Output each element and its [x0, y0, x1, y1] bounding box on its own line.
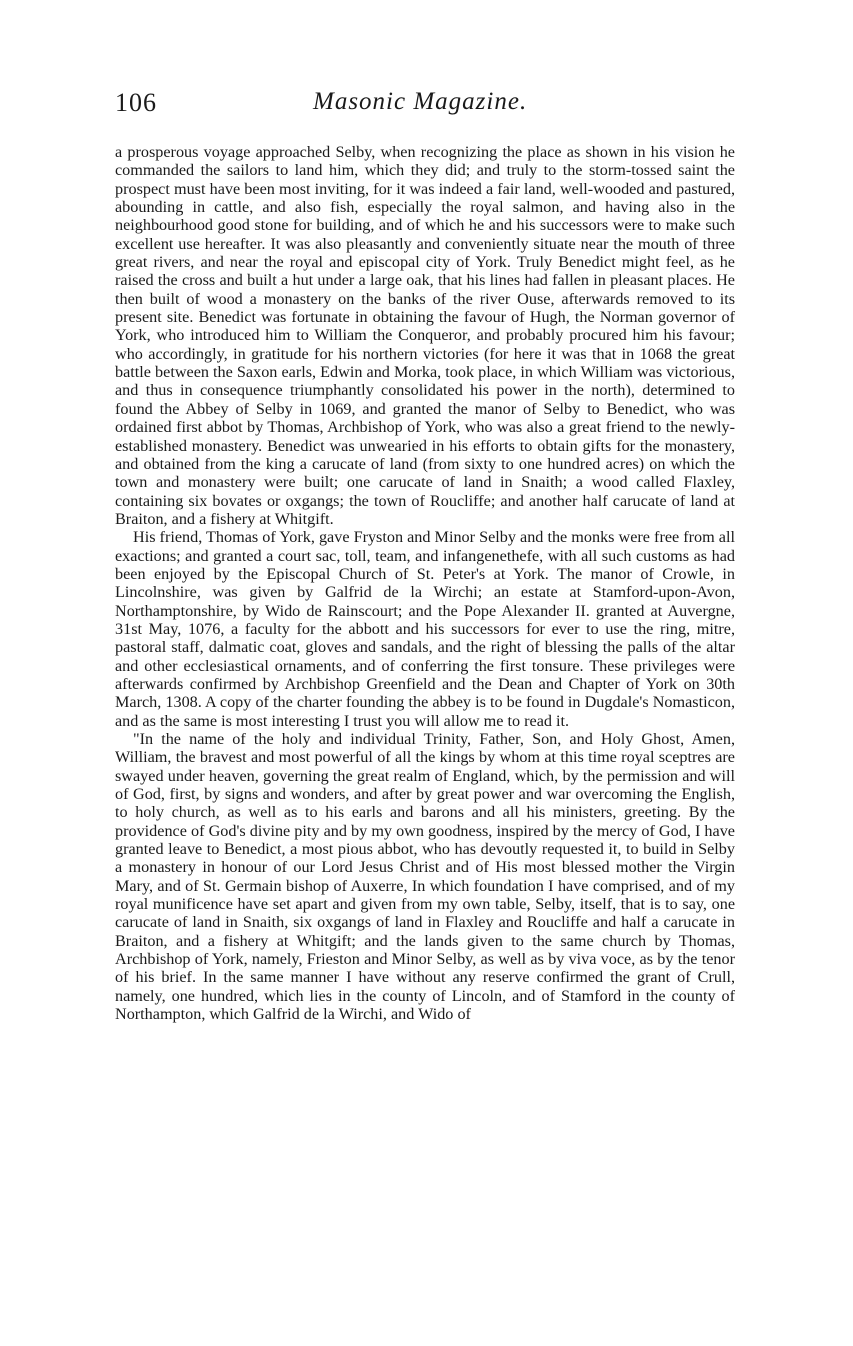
body-text: [115, 143, 735, 1024]
page-number: 106: [115, 88, 157, 117]
paragraph-1: a prosperous voyage approached Selby, when recognizing the place as shown in his vision he commanded the sailors to land him, which they did; and truly to the storm-tossed saint the prospect must have been most inviting, for it was indeed a fair land, well-wooded and pastured, abounding in cattle, and also fish, especially the royal salmon, and having also in the neighbourhood good stone for building, and of which he and his successors were to make such excellent use hereafter. It was also pleasantly and conveniently situate near the mouth of three great rivers, and near the royal and episcopal city of York. Truly Benedict might feel, as he raised the cross and built a hut under a large oak, that his lines had fallen in pleasant places. He then built of wood a monastery on the banks of the river Ouse, afterwards removed to its present site. Benedict was fortunate in obtaining the favour of Hugh, the Norman governor of York, who introduced him to William the Conqueror, and probably procured him his favour; who accordingly, in gratitude for his northern victories (for here it was that in 1068 the great battle between the Saxon earls, Edwin and Morka, took place, in which William was victorious, and thus in consequence triumphantly consolidated his power in the north), determined to found the Abbey of Selby in 1069, and granted the manor of Selby to Benedict, who was ordained first abbot by Thomas, Archbishop of York, who was also a great friend to the newly-established monastery. Benedict was unwearied in his efforts to obtain gifts for the monastery, and obtained from the king a carucate of land (from sixty to one hundred acres) on which the town and monastery were built; one carucate of land in Snaith; a wood called Flaxley, containing six bovates or oxgangs; the town of Roucliffe; and another half carucate of land at Braiton, and a fishery at Whitgift.: [115, 143, 735, 528]
paragraph-3-charter-quote: "In the name of the holy and individual Trinity, Father, Son, and Holy Ghost, Amen, William, the bravest and most powerful of all the kings by whom at this time royal sceptres are swayed under heaven, governing the great realm of England, which, by the permission and will of God, first, by signs and wonders, and after by great power and war overcoming the English, to holy church, as well as to his earls and barons and all his ministers, greeting. By the providence of God's divine pity and by my own goodness, inspired by the mercy of God, I have granted leave to Benedict, a most pious abbot, who has devoutly requested it, to build in Selby a monastery in honour of our Lord Jesus Christ and of His most blessed mother the Virgin Mary, and of St. Germain bishop of Auxerre, In which foundation I have comprised, and of my royal munificence have set apart and given from my own table, Selby, itself, that is to say, one carucate of land in Snaith, six oxgangs of land in Flaxley and Roucliffe and half a carucate in Braiton, and a fishery at Whitgift; and the lands given to the same church by Thomas, Archbishop of York, namely, Frieston and Minor Selby, as well as by viva voce, as by the tenor of his brief. In the same manner I have without any reserve confirmed the grant of Crull, namely, one hundred, which lies in the county of Lincoln, and of Stamford in the county of Northampton, which Galfrid de la Wirchi, and Wido of: [115, 730, 735, 1024]
paragraph-2: His friend, Thomas of York, gave Fryston and Minor Selby and the monks were free from all exactions; and granted a court sac, toll, team, and infangenethefe, with all such customs as had been enjoyed by the Episcopal Church of St. Peter's at York. The manor of Crowle, in Lincolnshire, was given by Galfrid de la Wirchi; an estate at Stamford-upon-Avon, Northamptonshire, by Wido de Rainscourt; and the Pope Alexander II. granted at Auvergne, 31st May, 1076, a faculty for the abbott and his successors for ever to use the ring, mitre, pastoral staff, dalmatic coat, gloves and sandals, and the right of blessing the palls of the altar and other ecclesiastical ornaments, and of conferring the first tonsure. These privileges were afterwards confirmed by Archbishop Greenfield and the Dean and Chapter of York on 30th March, 1308. A copy of the charter founding the abbey is to be found in Dugdale's Nomasticon, and as the same is most interesting I trust you will allow me to read it.: [115, 528, 735, 730]
running-title: Masonic Magazine.: [313, 88, 528, 115]
page-header: [115, 88, 735, 128]
